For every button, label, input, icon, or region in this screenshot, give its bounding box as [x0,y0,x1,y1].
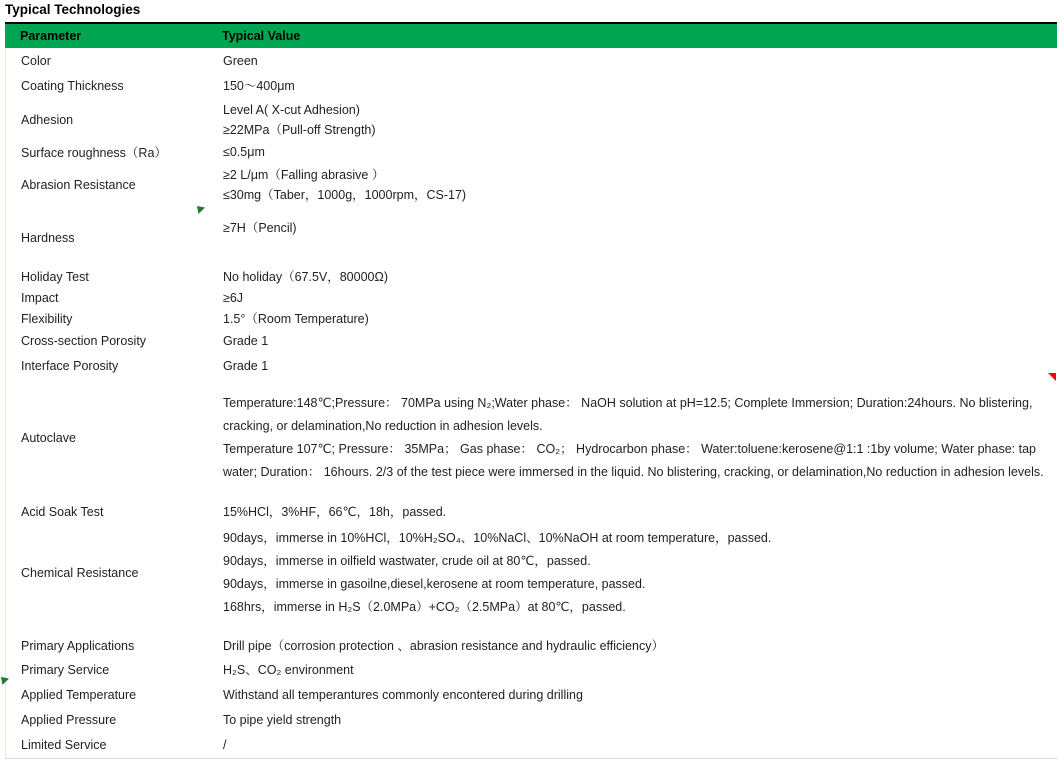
value-line: ≥22MPa（Pull-off Strength) [223,122,376,137]
value-cell [223,735,1057,755]
header-parameter: Parameter [20,29,82,43]
value-line: ≥2 L/μm（Falling abrasive ） [223,167,385,182]
value-cell [223,331,1057,351]
typical-technologies-table [5,22,1057,759]
param-cell: Acid Soak Test [21,505,104,519]
param-cell: Flexibility [21,311,73,326]
value-line: Drill pipe（corrosion protection 、abrasion resistance and hydraulic efficiency） [223,638,664,653]
table-body [5,48,1057,759]
table-row [6,682,1057,707]
param-cell: Abrasion Resistance [21,177,136,192]
table-row [6,266,1057,288]
value-cell [223,165,1057,205]
param-cell: Primary Applications [21,638,135,653]
value-cell [223,288,1057,308]
value-line: Grade 1 [223,334,269,348]
value-line: 150～400μm [223,78,295,93]
value-line: 15%HCl，3%HF，66℃，18h，passed. [223,505,447,519]
value-line: To pipe yield strength [223,712,342,727]
param-cell: Surface roughness（Ra） [21,146,167,160]
value-cell [223,76,1057,96]
value-cell [223,685,1057,705]
table-row [6,378,1057,498]
value-line: ≥6J [223,291,244,305]
value-cell [223,392,1057,484]
table-row [6,206,1057,266]
value-cell [223,100,1057,140]
value-cell [223,527,1057,619]
value-line: Grade 1 [223,358,269,373]
table-row [6,48,1057,73]
param-cell: Impact [21,291,59,305]
table-row [6,707,1057,732]
param-cell: Cross-section Porosity [21,334,147,348]
header-typical-value: Typical Value [222,29,301,43]
value-line: H₂S、CO₂ environment [223,663,354,677]
table-row [6,498,1057,526]
value-line: Withstand all temperantures commonly encontered during drilling [223,687,583,702]
table-row [6,98,1057,141]
value-line: ≤30mg（Taber，1000g，1000rpm，CS-17) [223,187,467,202]
value-line: 90days，immerse in 10%HCl，10%H₂SO₄、10%NaCl、10%NaOH at room temperature，passed. [223,530,772,545]
table-row [6,526,1057,619]
table-row [6,308,1057,329]
page-title: Typical Technologies [5,2,141,17]
param-cell: Holiday Test [21,270,89,284]
param-cell: Primary Service [21,663,110,677]
table-row [6,658,1057,682]
param-cell: Autoclave [21,431,76,445]
value-cell [223,660,1057,680]
table-row [6,329,1057,353]
param-cell: Limited Service [21,738,107,752]
value-cell [223,502,1057,522]
table-row [6,163,1057,206]
param-cell: Coating Thickness [21,78,124,93]
value-line: No holiday（67.5V，80000Ω) [223,270,388,284]
value-cell [223,267,1057,287]
value-cell [223,356,1057,376]
value-line: 90days，immerse in oilfield wastwater, crude oil at 80℃，passed. [223,553,591,568]
table-row [6,732,1057,758]
param-cell: Applied Temperature [21,687,137,702]
value-line: 168hrs，immerse in H₂S（2.0MPa）+CO₂（2.5MPa）at 80℃，passed. [223,599,626,614]
value-cell [223,636,1057,656]
table-row [6,633,1057,658]
table-row [6,353,1057,378]
value-line: / [223,738,227,752]
value-line: 1.5°（Room Temperature) [223,311,369,326]
value-cell [223,710,1057,730]
value-line: 90days，immerse in gasoilne,diesel,kerosene at room temperature, passed. [223,576,646,591]
value-line: Level A( X-cut Adhesion) [223,102,360,117]
table-row [6,288,1057,308]
param-cell: Color [21,53,51,68]
table-row [6,73,1057,98]
value-cell [223,218,1057,238]
param-cell: Hardness [21,231,75,245]
param-cell: Adhesion [21,112,74,127]
value-cell [223,142,1057,162]
value-line: Green [223,53,258,68]
param-cell: Interface Porosity [21,358,119,373]
table-row [6,141,1057,163]
value-line: Temperature 107℃; Pressure： 35MPa； Gas phase： CO₂； Hydrocarbon phase： Water:toluene:kerosene@1:1 :1by volume; Water phase: tap water; Duration： 16hours. 2/3 of the test piece were immersed in the liquid. No blistering, cracking, or delamination,No reduction in adhesion levels. [223,442,1044,479]
value-cell [223,309,1057,329]
value-line: Temperature:148℃;Pressure： 70MPa using N₂;Water phase： NaOH solution at pH=12.5; Complete Immersion; Duration:24hours. No blistering, cracking, or delamination,No reduction in adhesion levels. [223,396,1036,433]
param-cell: Chemical Resistance [21,565,139,580]
value-line: ≥7H（Pencil) [223,221,297,235]
value-cell [223,51,1057,71]
value-line: ≤0.5μm [223,145,265,159]
param-cell: Applied Pressure [21,712,117,727]
table-header-row [5,22,1057,48]
